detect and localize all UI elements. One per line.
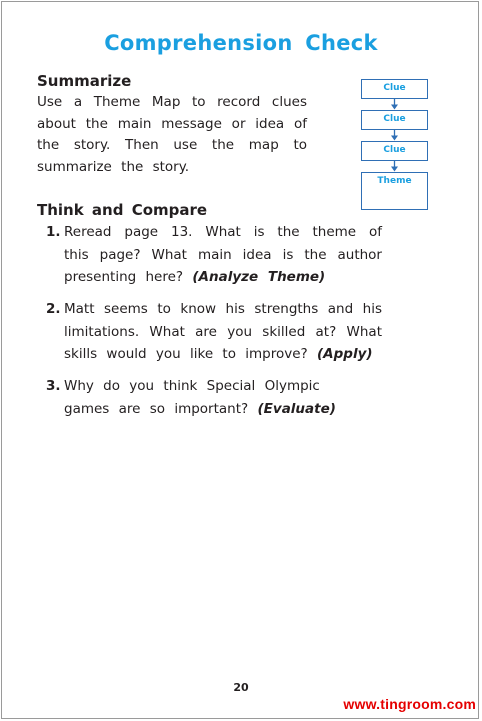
question-text: Why do you think Special Olympic games are so important? bbox=[64, 378, 320, 417]
question-text: Reread page 13. What is the theme of this page? What main idea is the author presenting here? bbox=[64, 224, 382, 285]
question-number: 1. bbox=[46, 224, 61, 240]
watermark-url: www.tingroom.com bbox=[343, 696, 476, 712]
down-arrow-icon bbox=[361, 161, 428, 172]
question-skill-tag: (Apply) bbox=[317, 346, 373, 362]
summarize-instructions: Use a Theme Map to record clues about the main message or idea of the story. Then use the map to summarize the story. bbox=[37, 94, 307, 175]
question-text-block bbox=[64, 298, 382, 366]
theme-map-theme-box: Theme bbox=[361, 172, 428, 210]
page-number: 20 bbox=[233, 681, 249, 694]
question-skill-tag: (Analyze Theme) bbox=[192, 269, 326, 285]
question-item bbox=[37, 375, 337, 420]
question-number: 2. bbox=[46, 301, 61, 317]
think-compare-heading: Think and Compare bbox=[37, 201, 208, 219]
question-skill-tag: (Evaluate) bbox=[257, 400, 336, 417]
question-item bbox=[37, 221, 382, 289]
theme-map-clue-box: Clue bbox=[361, 79, 428, 99]
question-text-block bbox=[64, 375, 337, 420]
question-item bbox=[37, 298, 382, 366]
page-title: Comprehension Check bbox=[104, 31, 378, 55]
down-arrow-icon bbox=[361, 99, 428, 110]
question-number: 3. bbox=[46, 378, 61, 394]
theme-map-clue-box: Clue bbox=[361, 110, 428, 130]
question-text-block bbox=[64, 221, 382, 289]
summarize-heading: Summarize bbox=[37, 72, 132, 90]
question-text: Matt seems to know his strengths and his limitations. What are you skilled at? What skills would you like to improve? bbox=[64, 301, 382, 362]
down-arrow-icon bbox=[361, 130, 428, 141]
theme-map-clue-box: Clue bbox=[361, 141, 428, 161]
theme-map-diagram bbox=[361, 79, 429, 210]
